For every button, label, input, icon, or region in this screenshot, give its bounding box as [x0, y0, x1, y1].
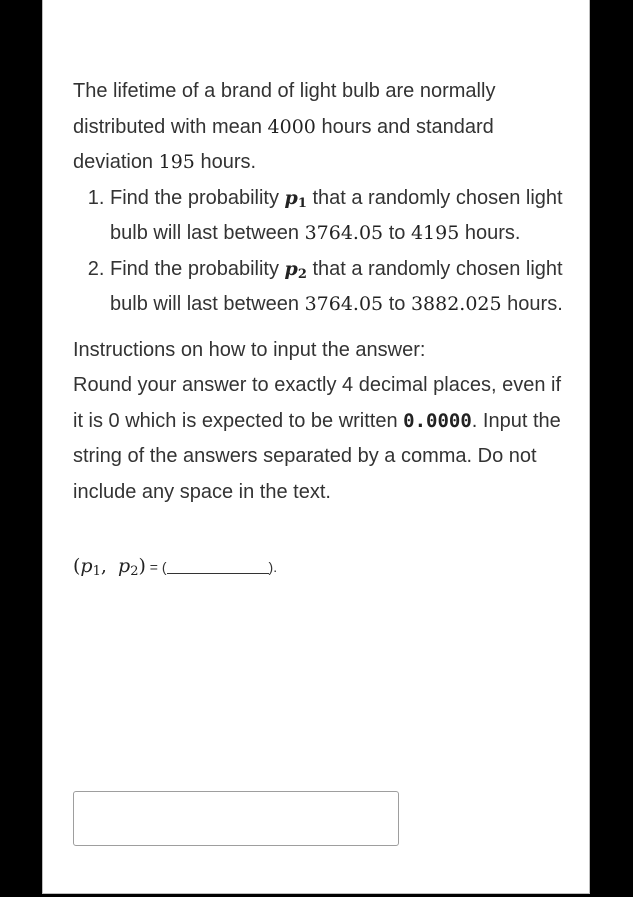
q2-upper-bound: 3882.025	[410, 293, 502, 315]
p1-variable	[285, 187, 307, 209]
q2-text: Find the probability	[110, 257, 285, 280]
q2-text-2: that a randomly chosen light bulb will last between	[110, 257, 563, 315]
q2-lower-bound: 3764.05	[304, 293, 384, 315]
answer-end: ).	[268, 559, 278, 575]
q1-text-3: to	[383, 222, 411, 244]
question-item-2	[110, 252, 573, 323]
answer-p2-sub: 2	[130, 564, 139, 579]
answer-p2-var: p	[118, 555, 131, 577]
intro-text-3: hours.	[194, 151, 257, 173]
answer-expression	[73, 546, 573, 587]
q2-text-4: hours.	[501, 293, 563, 315]
answer-input[interactable]	[73, 791, 399, 846]
q1-lower-bound: 3764.05	[304, 222, 384, 244]
question-list	[73, 181, 573, 323]
answer-close-paren: )	[138, 555, 146, 577]
q1-text: Find the probability	[110, 186, 285, 209]
q1-text-2: that a randomly chosen light bulb will last between	[110, 186, 563, 244]
q1-upper-bound: 4195	[410, 222, 460, 244]
p2-sub: 2	[297, 266, 307, 282]
p2-var: p	[284, 257, 298, 280]
instructions-heading: Instructions on how to input the answer:	[73, 338, 426, 361]
question-card	[42, 0, 590, 894]
q1-text-4: hours.	[459, 222, 521, 244]
answer-p1-var: p	[80, 555, 93, 577]
intro-text: The lifetime of a brand of light bulb are normally distributed with mean	[73, 80, 496, 138]
q2-text-3: to	[383, 293, 411, 315]
p2-variable	[285, 258, 307, 280]
answer-p2	[118, 555, 138, 577]
answer-p1	[80, 555, 100, 577]
instructions-text-2: . Input the string of the answers separated by a comma. Do not include any space in the text.	[73, 409, 561, 503]
mean-value: 4000	[267, 115, 316, 138]
answer-blank	[167, 551, 269, 574]
answer-equals: = (	[145, 559, 167, 575]
instructions-text: Round your answer to exactly 4 decimal places, even if it is 0 which is expected to be written	[73, 374, 562, 432]
answer-comma: ,	[100, 555, 107, 577]
answer-open-paren: (	[73, 555, 81, 577]
format-example: 0.0000	[403, 409, 472, 432]
answer-p1-sub: 1	[92, 564, 101, 579]
p1-var: p	[284, 186, 298, 209]
question-item-1	[110, 181, 573, 252]
intro-text-2: hours and standard deviation	[73, 115, 494, 173]
p1-sub: 1	[297, 195, 307, 211]
intro-paragraph	[73, 74, 573, 181]
sd-value: 195	[158, 151, 195, 173]
instructions-body	[73, 368, 573, 510]
question-content	[73, 74, 573, 587]
